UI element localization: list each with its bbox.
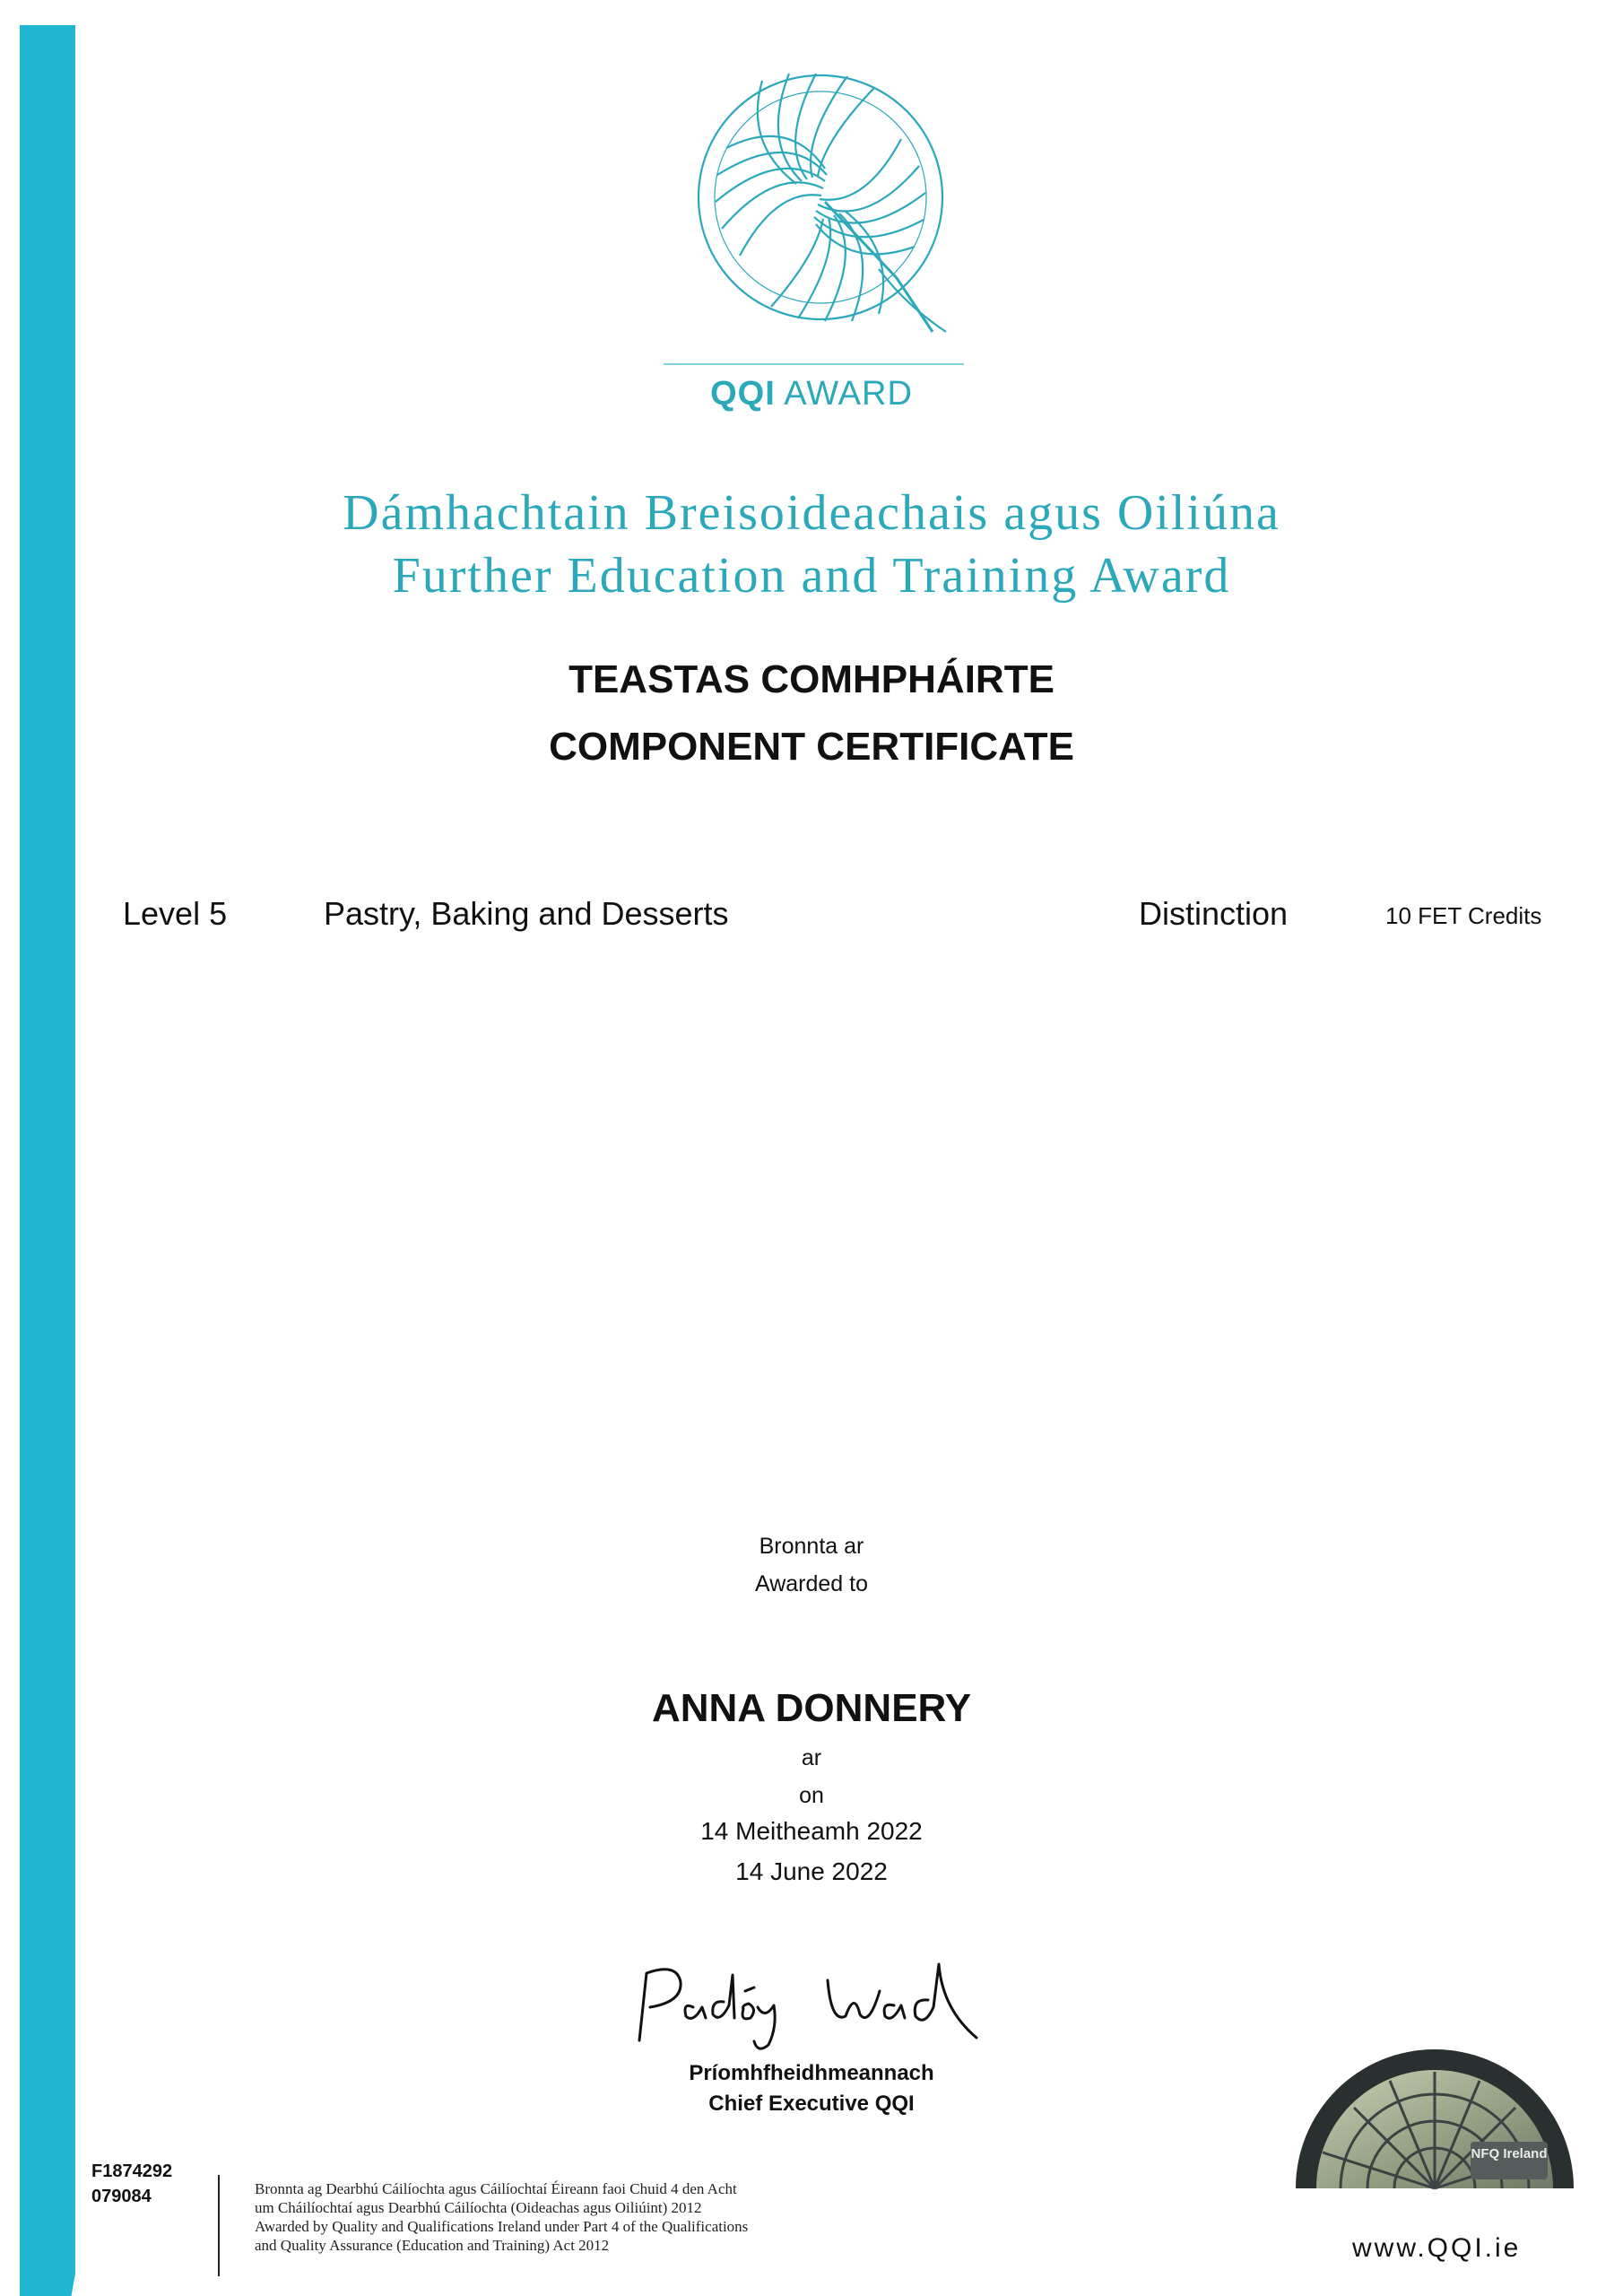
on-english: on (799, 1783, 824, 1808)
nfq-ireland-seal-icon (1291, 2045, 1578, 2193)
legal-line: Awarded by Quality and Qualifications Ireland under Part 4 of the Qualifications (255, 2218, 749, 2235)
signature-image (623, 1955, 1000, 2054)
on-irish: ar (801, 1745, 822, 1770)
award-title-irish: Dámhachtain Breisoideachais agus Oiliúna (343, 485, 1280, 541)
website-url: www.QQI.ie (1352, 2233, 1522, 2263)
award-date-irish: 14 Meitheamh 2022 (700, 1817, 923, 1845)
stripe-shape (20, 25, 75, 2296)
qqi-award-label (0, 375, 1623, 413)
awarded-to-irish: Bronnta ar (759, 1534, 864, 1559)
legal-line: um Cháilíochtaí agus Dearbhú Cáilíochta (Oideachas agus Oiliúint) 2012 (255, 2199, 702, 2216)
legal-line: Bronnta ag Dearbhú Cáilíochta agus Cáilíochtaí Éireann faoi Chuid 4 den Acht (255, 2180, 737, 2197)
legal-divider (218, 2175, 220, 2276)
award-credits: 10 FET Credits (1385, 902, 1542, 929)
recipient-name: ANNA DONNERY (651, 1686, 972, 1730)
award-label-rest: AWARD (775, 375, 913, 413)
logo-divider (664, 363, 964, 365)
award-label-bold: QQI (710, 375, 776, 413)
legal-statement (255, 2179, 936, 2255)
nfq-seal-text: NFQ Ireland (1471, 2146, 1548, 2161)
award-date-english: 14 June 2022 (735, 1857, 888, 1885)
award-grade: Distinction (1139, 895, 1289, 932)
signatory-title-irish: Príomhfheidhmeannach (689, 2061, 934, 2085)
award-component: Pastry, Baking and Desserts (324, 895, 729, 932)
award-title-english: Further Education and Training Award (392, 548, 1231, 604)
certificate-type-irish: TEASTAS COMHPHÁIRTE (568, 657, 1055, 701)
certificate-reference: F1874292 (91, 2161, 173, 2181)
signatory-title-english: Chief Executive QQI (708, 2092, 915, 2116)
legal-line: and Quality Assurance (Education and Training) Act 2012 (255, 2237, 610, 2254)
certificate-type-english: COMPONENT CERTIFICATE (549, 725, 1074, 769)
qqi-logo-icon (690, 63, 950, 341)
learner-reference: 079084 (91, 2187, 152, 2206)
award-level: Level 5 (123, 895, 228, 932)
awarded-to-english: Awarded to (754, 1571, 868, 1596)
